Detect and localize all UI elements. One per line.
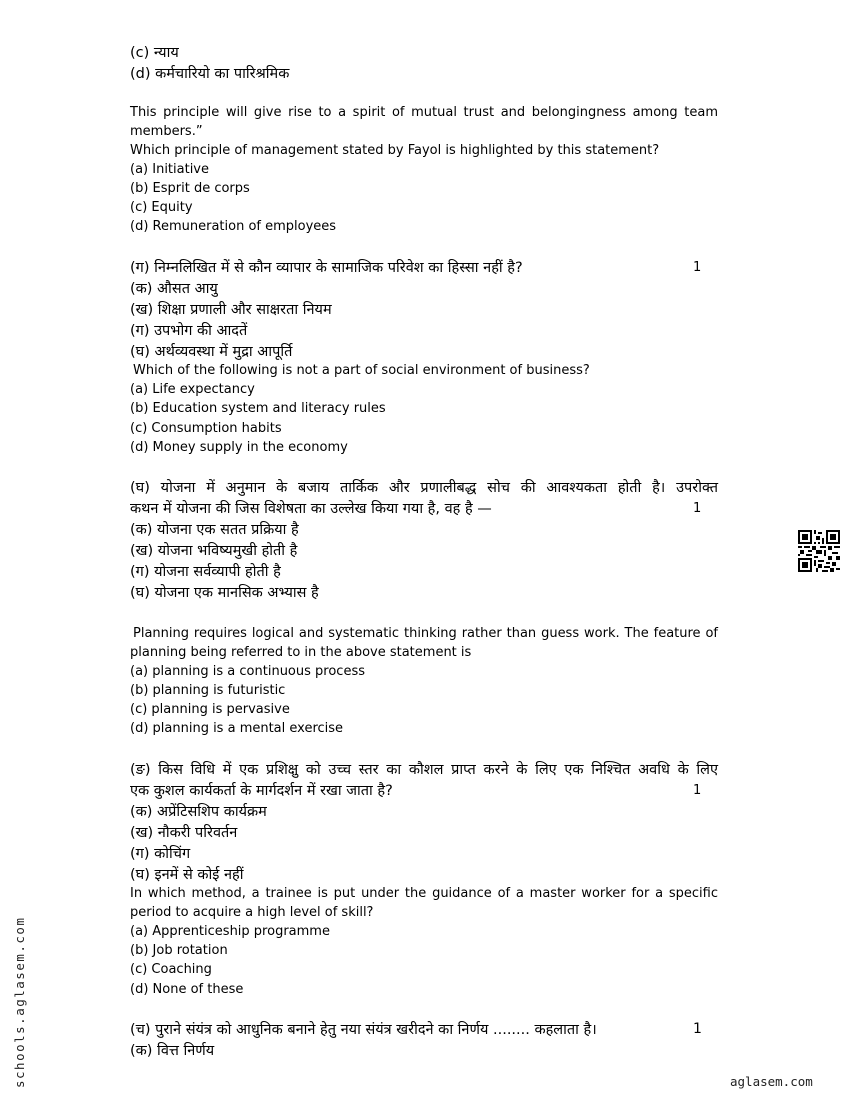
question-gh-marks: 1 <box>693 501 702 516</box>
question-g-option-ka: (क) औसत आयु <box>130 281 218 297</box>
question-g-option-gha: (घ) अर्थव्यवस्था में मुद्रा आपूर्ति <box>130 344 293 360</box>
question-gh-option-d: (d) planning is a mental exercise <box>130 721 344 736</box>
question-b-text: Which principle of management stated by Fayol is highlighted by this statement? <box>130 143 660 158</box>
question-ng-option-gha: (घ) इनमें से कोई नहीं <box>130 867 244 883</box>
question-ng-option-ga: (ग) कोचिंग <box>130 846 191 862</box>
question-g-english: Which of the following is not a part of social environment of business? <box>133 363 590 378</box>
question-gh-option-gha: (घ) योजना एक मानसिक अभ्यास है <box>130 585 319 601</box>
question-gh-hindi-line1: (घ) योजना में अनुमान के बजाय तार्किक और प्रणालीबद्ध सोच की आवश्यकता होती है। उपरोक्त <box>130 480 718 496</box>
question-g-option-d: (d) Money supply in the economy <box>130 440 348 455</box>
question-gh-option-ga: (ग) योजना सर्वव्यापी होती है <box>130 564 281 580</box>
footer-watermark: aglasem.com <box>730 1074 813 1089</box>
question-ch-option-ka: (क) वित्त निर्णय <box>130 1043 215 1059</box>
question-gh-option-a: (a) planning is a continuous process <box>130 664 365 679</box>
question-ch-marks: 1 <box>693 1021 702 1037</box>
question-ng-hindi-line1: (ङ) किस विधि में एक प्रशिक्षु को उच्च स्तर का कौशल प्राप्त करने के लिए एक निश्चित अवधि के लिए <box>130 762 718 778</box>
question-gh-option-ka: (क) योजना एक सतत प्रक्रिया है <box>130 522 299 538</box>
question-b-option-d: (d) Remuneration of employees <box>130 219 337 234</box>
question-ng-option-d: (d) None of these <box>130 982 244 997</box>
question-ch-hindi: (च) पुराने संयंत्र को आधुनिक बनाने हेतु नया संयंत्र खरीदने का निर्णय ........ कहलाता है। <box>130 1022 597 1038</box>
question-b-option-c: (c) Equity <box>130 200 193 215</box>
question-ng-option-a: (a) Apprenticeship programme <box>130 924 330 939</box>
question-g-option-c: (c) Consumption habits <box>130 421 282 436</box>
question-g-option-ga: (ग) उपभोग की आदतें <box>130 323 248 339</box>
question-gh-english-line1: Planning requires logical and systematic thinking rather than guess work. The feature of <box>133 626 718 641</box>
question-b-line1: This principle will give rise to a spirit of mutual trust and belongingness among team <box>130 105 718 120</box>
question-ng-english-line1: In which method, a trainee is put under the guidance of a master worker for a specific <box>130 886 718 901</box>
question-gh-option-b: (b) planning is futuristic <box>130 683 286 698</box>
question-ng-english-line2: period to acquire a high level of skill? <box>130 905 374 920</box>
question-b-line2: members.” <box>130 124 203 139</box>
question-g-option-a: (a) Life expectancy <box>130 382 255 397</box>
question-g-hindi: (ग) निम्नलिखित में से कौन व्यापार के सामाजिक परिवेश का हिस्सा नहीं है? <box>130 260 523 276</box>
question-ng-option-b: (b) Job rotation <box>130 943 228 958</box>
question-ng-hindi-line2: एक कुशल कार्यकर्ता के मार्गदर्शन में रखा जाता है? <box>130 783 393 799</box>
question-ng-option-ka: (क) अप्रेंटिसशिप कार्यक्रम <box>130 804 267 820</box>
question-g-option-b: (b) Education system and literacy rules <box>130 401 386 416</box>
side-watermark: schools.aglasem.com <box>12 916 27 1088</box>
question-ng-option-kha: (ख) नौकरी परिवर्तन <box>130 825 238 841</box>
question-gh-english-line2: planning being referred to in the above statement is <box>130 645 472 660</box>
question-gh-option-kha: (ख) योजना भविष्यमुखी होती है <box>130 543 298 559</box>
question-gh-option-c: (c) planning is pervasive <box>130 702 290 717</box>
question-g-marks: 1 <box>693 260 702 275</box>
question-gh-hindi-line2: कथन में योजना की जिस विशेषता का उल्लेख किया गया है, वह है — <box>130 501 492 517</box>
question-ng-option-c: (c) Coaching <box>130 962 212 977</box>
prev-option-c: (c) न्याय <box>130 45 179 61</box>
prev-option-d: (d) कर्मचारियो का पारिश्रमिक <box>130 66 290 82</box>
question-g-option-kha: (ख) शिक्षा प्रणाली और साक्षरता नियम <box>130 302 332 318</box>
question-b-option-b: (b) Esprit de corps <box>130 181 250 196</box>
question-b-option-a: (a) Initiative <box>130 162 210 177</box>
qr-code-icon <box>798 530 840 572</box>
question-ng-marks: 1 <box>693 783 702 798</box>
